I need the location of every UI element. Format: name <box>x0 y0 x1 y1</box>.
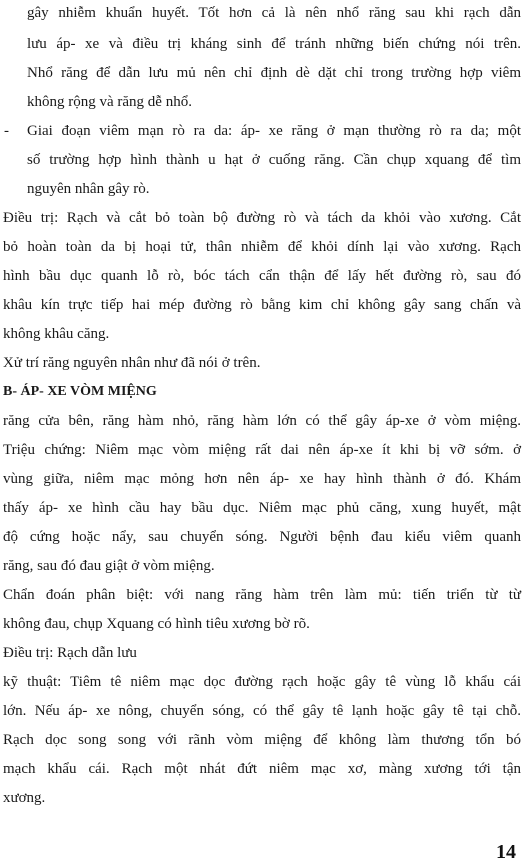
text-line: Giai đoạn viêm mạn rò ra da: áp- xe răng ở mạn thường rò ra da; một <box>27 123 521 139</box>
text-line: nguyên nhân gây rò. <box>27 181 150 197</box>
text-line: vùng giữa, niêm mạc mỏng hơn nên áp- xe hay hình thành ở đó. Khám <box>3 471 521 487</box>
text-line: gây nhiễm khuẩn huyết. Tốt hơn cả là nên nhổ răng sau khi rạch dẫn <box>27 5 521 21</box>
text-line: Nhổ răng để dẫn lưu mủ nên chỉ định dè dặt chỉ trong trường hợp viêm <box>27 65 521 81</box>
text-line: hình bầu dục quanh lỗ rò, bóc tách cẩn thận để lấy hết đường rò, sau đó <box>3 268 521 284</box>
text-line: không đau, chụp Xquang có hình tiêu xương bờ rõ. <box>3 616 310 632</box>
text-line: lưu áp- xe và điều trị kháng sinh để tránh những biến chứng nói trên. <box>27 36 521 52</box>
text-line: độ cứng hoặc nẩy, sau chuyển sóng. Người bệnh đau kiểu viêm quanh <box>3 529 521 545</box>
text-line: số trường hợp hình thành u hạt ở cuống răng. Cần chụp xquang để tìm <box>27 152 521 168</box>
text-line: bỏ hoàn toàn da bị hoại tử, thân nhiễm để khỏi dính lại vào xương. Rạch <box>3 239 521 255</box>
text-line: không rộng và răng dễ nhổ. <box>27 94 192 110</box>
text-line: không khâu căng. <box>3 326 110 342</box>
page-number: 14 <box>496 841 516 863</box>
text-line: Điều trị: Rạch và cắt bỏ toàn bộ đường rò và tách da khỏi vào xương. Cắt <box>3 210 521 226</box>
section-heading: B- ÁP- XE VÒM MIỆNG <box>3 384 157 399</box>
text-line: Điều trị: Rạch dẫn lưu <box>3 645 137 661</box>
text-line: Chẩn đoán phân biệt: với nang răng hàm trên làm mủ: tiến triển từ từ <box>3 587 521 603</box>
text-line: răng cửa bên, răng hàm nhỏ, răng hàm lớn có thể gây áp-xe ở vòm miệng. <box>3 413 521 429</box>
text-line: Rạch dọc song song với rãnh vòm miệng để không làm thương tổn bó <box>3 732 521 748</box>
text-line: kỹ thuật: Tiêm tê niêm mạc dọc đường rạch hoặc gây tê vùng lỗ khẩu cái <box>3 674 521 690</box>
text-line: Triệu chứng: Niêm mạc vòm miệng rất dai nên áp-xe ít khi bị vỡ sớm. ở <box>3 442 521 458</box>
list-bullet: - <box>4 123 9 139</box>
text-line: khâu kín trực tiếp hai mép đường rò bằng kim chỉ không gây sang chấn và <box>3 297 521 313</box>
text-line: Xử trí răng nguyên nhân như đã nói ở trên. <box>3 355 261 371</box>
text-line: xương. <box>3 790 46 806</box>
text-line: lớn. Nếu áp- xe nông, chuyển sóng, có thể gây tê lạnh hoặc gây tê tại chỗ. <box>3 703 521 719</box>
text-line: thấy áp- xe hình cầu hay bầu dục. Niêm mạc phủ căng, xung huyết, mật <box>3 500 521 516</box>
text-line: mạch khẩu cái. Rạch một nhát đứt niêm mạc xơ, màng xương tới tận <box>3 761 521 777</box>
text-line: răng, sau đó đau giật ở vòm miệng. <box>3 558 215 574</box>
